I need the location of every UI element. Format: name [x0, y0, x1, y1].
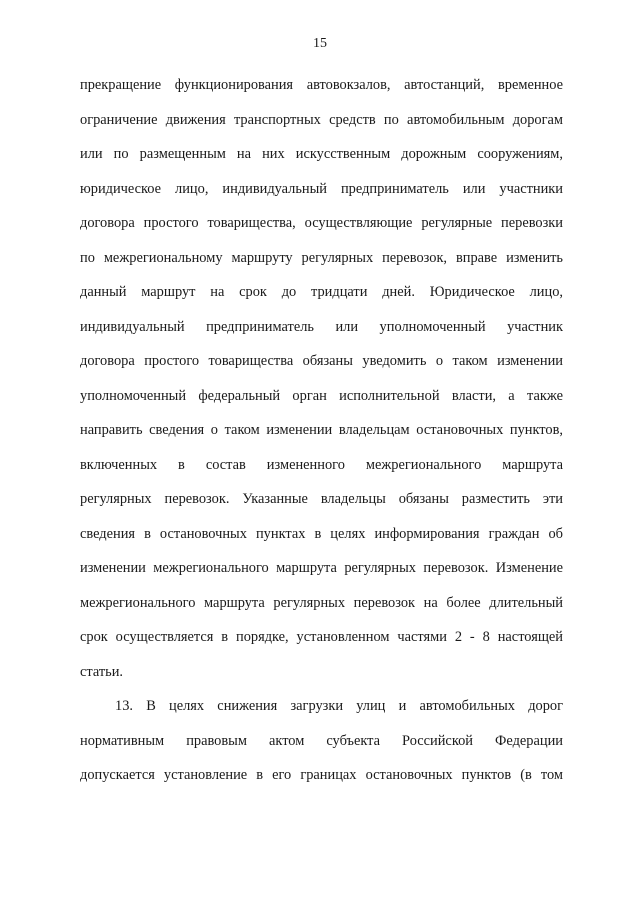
text-line: сведения в остановочных пунктах в целях информирования граждан об	[80, 525, 563, 542]
text-line: или по размещенным на них искусственным дорожным сооружениям,	[80, 146, 563, 162]
text-line: нормативным правовым актом субъекта Российской Федерации	[80, 732, 563, 749]
text-line: уполномоченный федеральный орган исполнительной власти, а также	[80, 387, 563, 404]
text-line: прекращение функционирования автовокзалов, автостанций, временное	[80, 77, 563, 93]
text-line: 13. В целях снижения загрузки улиц и автомобильных дорог	[115, 698, 563, 714]
text-line: включенных в состав измененного межрегионального маршрута	[80, 456, 563, 473]
text-line: данный маршрут на срок до тридцати дней. Юридическое лицо,	[80, 284, 563, 300]
text-line: статьи.	[80, 663, 124, 680]
text-line: межрегионального маршрута регулярных перевозок на более длительный	[80, 594, 563, 611]
text-line: допускается установление в его границах остановочных пунктов (в том	[80, 767, 563, 783]
paragraph-2	[80, 689, 563, 793]
body-text	[80, 68, 563, 793]
text-line: регулярных перевозок. Указанные владельцы обязаны разместить эти	[80, 491, 563, 507]
text-line: индивидуальный предприниматель или уполномоченный участник	[80, 318, 563, 335]
page-number: 15	[313, 36, 327, 51]
text-line: ограничение движения транспортных средств по автомобильным дорогам	[80, 111, 563, 128]
paragraph-1	[80, 68, 563, 689]
text-line: изменении межрегионального маршрута регулярных перевозок. Изменение	[80, 560, 563, 576]
text-line: договора простого товарищества обязаны уведомить о таком изменении	[80, 353, 563, 369]
text-line: юридическое лицо, индивидуальный предприниматель или участники	[80, 180, 563, 197]
text-line: по межрегиональному маршруту регулярных перевозок, вправе изменить	[80, 249, 563, 266]
text-line: срок осуществляется в порядке, установленном частями 2 - 8 настоящей	[80, 629, 563, 645]
text-line: договора простого товарищества, осуществляющие регулярные перевозки	[80, 215, 563, 231]
text-line: направить сведения о таком изменении владельцам остановочных пунктов,	[80, 422, 563, 438]
